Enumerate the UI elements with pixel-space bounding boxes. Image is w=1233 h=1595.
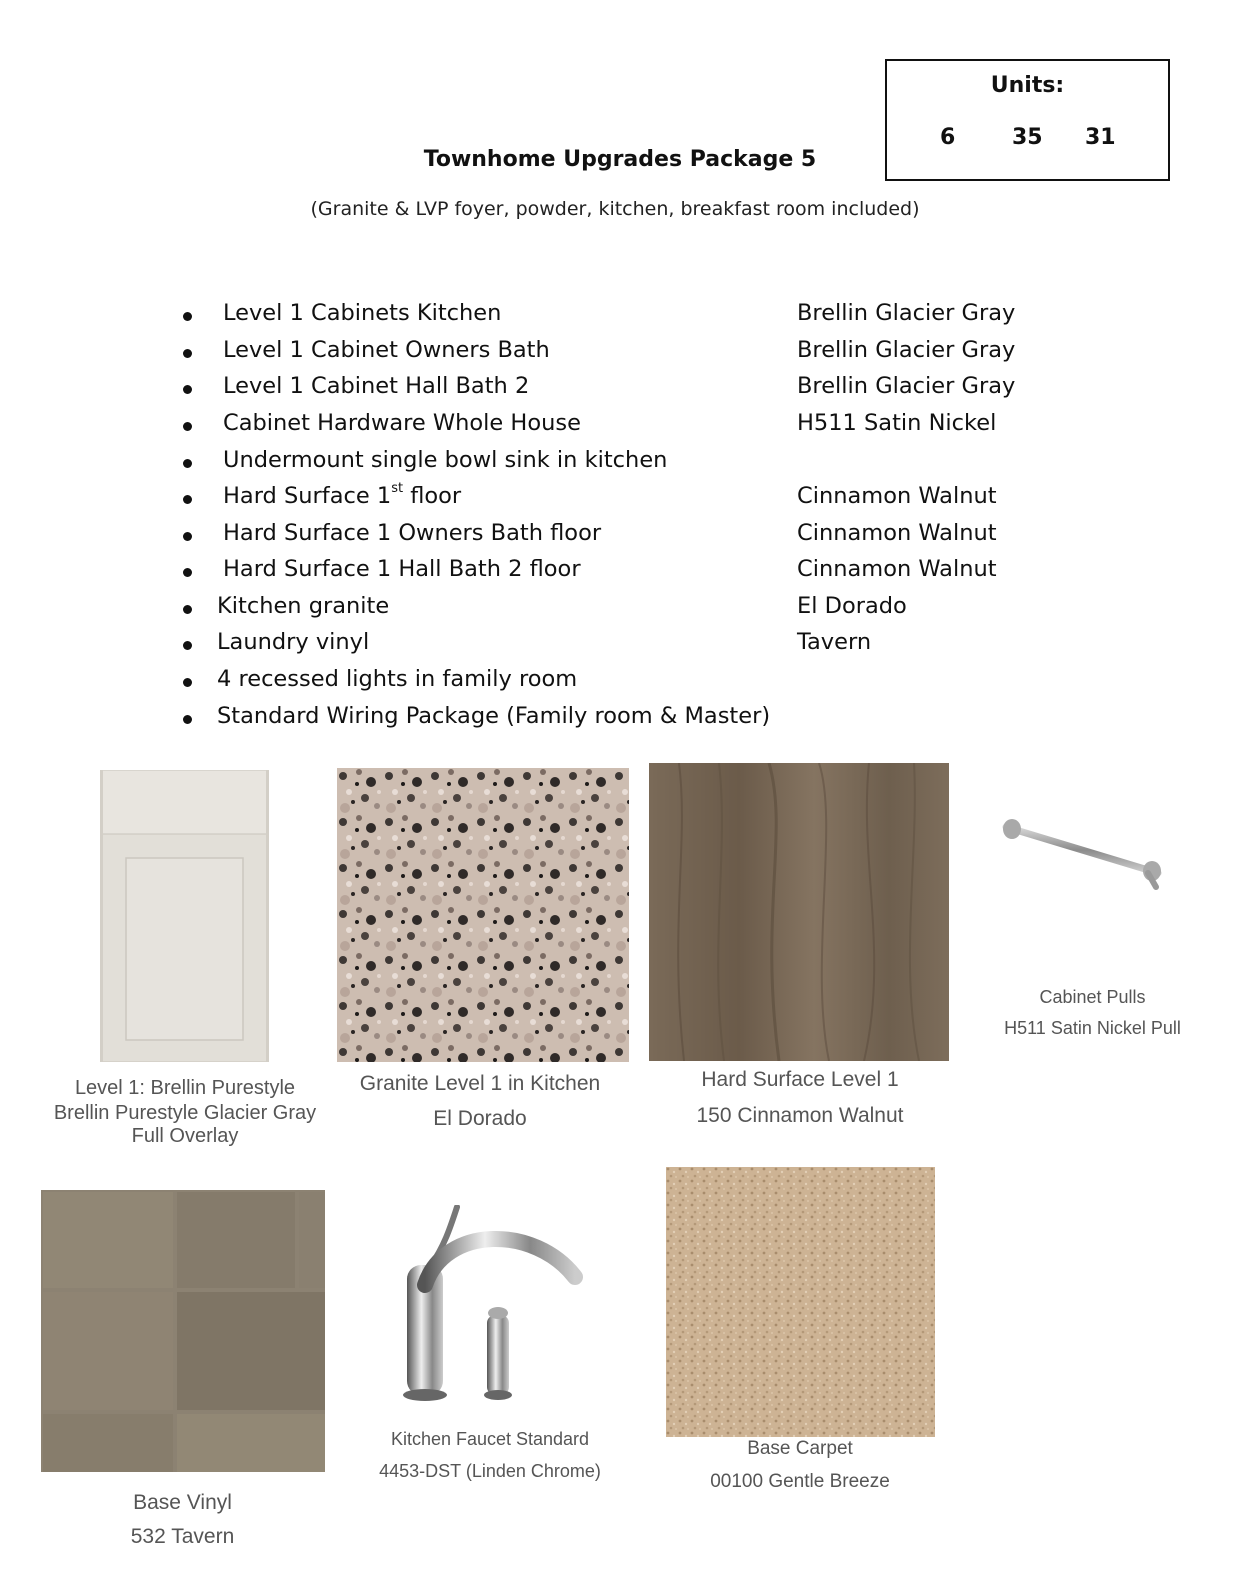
item-label: Hard Surface 1 Owners Bath floor — [223, 520, 602, 546]
list-item — [0, 520, 1233, 552]
carpet-caption — [655, 1432, 945, 1499]
caption-line: Cabinet Pulls — [1039, 987, 1146, 1007]
item-label: Standard Wiring Package (Family room & Master) — [217, 703, 771, 729]
item-value: Brellin Glacier Gray — [797, 337, 1016, 363]
list-item — [0, 666, 1233, 698]
item-label: Cabinet Hardware Whole House — [223, 410, 581, 436]
bullet-icon — [183, 312, 192, 321]
bullet-icon — [183, 385, 192, 394]
bullet-icon — [183, 568, 192, 577]
kitchen-faucet-image — [385, 1205, 595, 1405]
item-value: Tavern — [797, 629, 872, 655]
unit-number: 35 — [1012, 125, 1043, 150]
caption-line: Kitchen Faucet Standard — [390, 1429, 590, 1449]
wood-swatch-image — [649, 763, 949, 1061]
page-title: Townhome Upgrades Package 5 — [423, 147, 817, 172]
list-item — [0, 410, 1233, 442]
caption-line: Brellin Purestyle Glacier Gray — [53, 1102, 317, 1124]
cabinet-pull-image — [998, 815, 1168, 895]
caption-line: Granite Level 1 in Kitchen — [359, 1072, 601, 1095]
cabinet-caption — [30, 1076, 340, 1149]
page-subtitle: (Granite & LVP foyer, powder, kitchen, breakfast room included) — [310, 198, 920, 220]
unit-number: 31 — [1085, 125, 1116, 150]
caption-line: 150 Cinnamon Walnut — [696, 1103, 904, 1127]
item-label: Level 1 Cabinets Kitchen — [223, 300, 502, 326]
item-value: Cinnamon Walnut — [797, 483, 997, 509]
list-item — [0, 373, 1233, 405]
item-label: Hard Surface 1st floor — [223, 481, 462, 509]
caption-line: Hard Surface Level 1 — [701, 1068, 899, 1091]
units-box — [885, 59, 1170, 181]
bullet-icon — [183, 605, 192, 614]
bullet-icon — [183, 715, 192, 724]
item-label: Level 1 Cabinet Hall Bath 2 — [223, 373, 530, 399]
caption-line: 4453-DST (Linden Chrome) — [379, 1460, 601, 1481]
item-value: El Dorado — [797, 593, 907, 619]
caption-line: El Dorado — [433, 1106, 527, 1130]
item-value: H511 Satin Nickel — [797, 410, 997, 436]
item-value: Brellin Glacier Gray — [797, 373, 1016, 399]
item-value: Brellin Glacier Gray — [797, 300, 1016, 326]
list-item — [0, 593, 1233, 625]
item-value: Cinnamon Walnut — [797, 556, 997, 582]
granite-caption — [330, 1067, 630, 1136]
list-item — [0, 447, 1233, 479]
vinyl-swatch-image — [41, 1190, 325, 1472]
faucet-caption — [355, 1424, 625, 1487]
item-label: Kitchen granite — [217, 593, 390, 619]
carpet-swatch-image — [666, 1167, 935, 1437]
bullet-icon — [183, 532, 192, 541]
pulls-caption — [975, 982, 1210, 1043]
caption-line: Base Vinyl — [133, 1491, 232, 1514]
cabinet-door-image — [100, 770, 269, 1062]
item-label: Undermount single bowl sink in kitchen — [223, 447, 668, 473]
item-label: Laundry vinyl — [217, 629, 370, 655]
caption-line: 00100 Gentle Breeze — [710, 1471, 890, 1493]
hard-surface-caption — [640, 1062, 960, 1133]
vinyl-caption — [30, 1486, 335, 1553]
granite-swatch-image — [337, 768, 629, 1062]
units-label: Units: — [990, 73, 1065, 98]
list-item — [0, 483, 1233, 515]
list-item — [0, 703, 1233, 735]
caption-line: Full Overlay — [131, 1125, 239, 1147]
caption-line: Level 1: Brellin Purestyle — [74, 1077, 296, 1099]
unit-number: 6 — [940, 125, 956, 150]
bullet-icon — [183, 349, 192, 358]
caption-line: 532 Tavern — [130, 1524, 235, 1548]
bullet-icon — [183, 422, 192, 431]
item-label: Level 1 Cabinet Owners Bath — [223, 337, 550, 363]
list-item — [0, 629, 1233, 661]
caption-line: Base Carpet — [747, 1438, 853, 1459]
bullet-icon — [183, 678, 192, 687]
item-label: Hard Surface 1 Hall Bath 2 floor — [223, 556, 581, 582]
bullet-icon — [183, 641, 192, 650]
bullet-icon — [183, 459, 192, 468]
superscript: st — [391, 481, 404, 496]
caption-line: H511 Satin Nickel Pull — [1004, 1017, 1181, 1038]
item-label: 4 recessed lights in family room — [217, 666, 578, 692]
bullet-icon — [183, 495, 192, 504]
item-value: Cinnamon Walnut — [797, 520, 997, 546]
list-item — [0, 337, 1233, 369]
list-item — [0, 300, 1233, 332]
list-item — [0, 556, 1233, 588]
